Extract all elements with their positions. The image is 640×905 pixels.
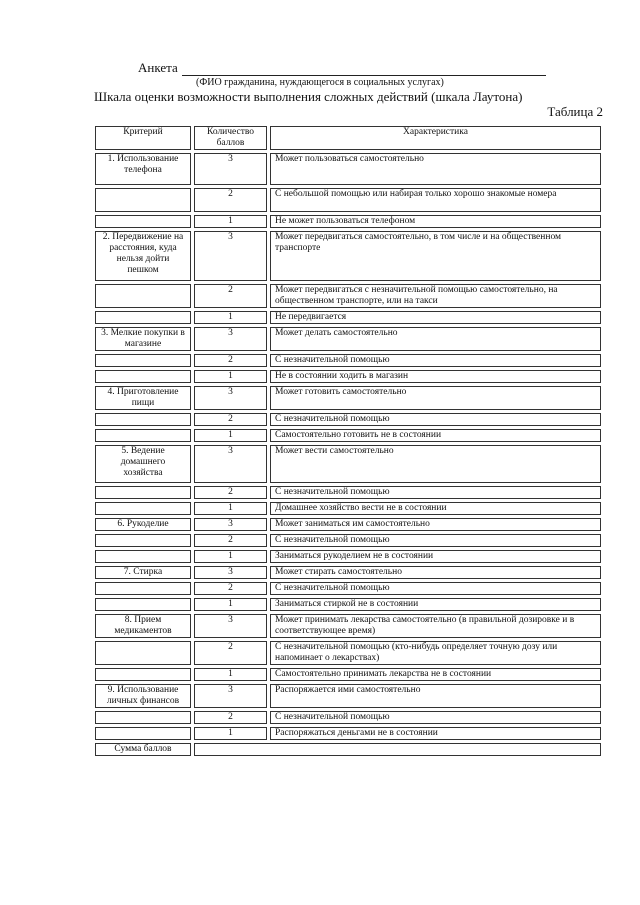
description-cell: Может принимать лекарства самостоятельно (в правильной дозировке и в соответствующее время) (270, 614, 601, 638)
table-row (95, 614, 601, 638)
criterion-empty-cell (95, 641, 191, 665)
table-row (95, 668, 601, 681)
score-cell: 1 (194, 727, 267, 740)
criterion-name: 3. Мелкие покупки в магазине (95, 327, 191, 351)
description-cell: Не может пользоваться телефоном (270, 215, 601, 228)
score-cell: 3 (194, 518, 267, 531)
description-cell: Самостоятельно принимать лекарства не в состоянии (270, 668, 601, 681)
total-value-cell[interactable] (194, 743, 601, 756)
score-cell: 1 (194, 502, 267, 515)
lawton-scale-table (92, 123, 604, 759)
anketa-label: Анкета (138, 60, 178, 75)
score-cell: 1 (194, 370, 267, 383)
table-body (95, 153, 601, 756)
description-cell: Самостоятельно готовить не в состоянии (270, 429, 601, 442)
table-row (95, 429, 601, 442)
table-row (95, 582, 601, 595)
score-cell: 2 (194, 641, 267, 665)
anketa-line (138, 60, 546, 76)
table-row (95, 534, 601, 547)
description-cell: С незначительной помощью (270, 354, 601, 367)
table-row (95, 727, 601, 740)
description-cell: Не в состоянии ходить в магазин (270, 370, 601, 383)
criterion-name: 5. Ведение домашнего хозяйства (95, 445, 191, 483)
criterion-name: 6. Рукоделие (95, 518, 191, 531)
table-row (95, 445, 601, 483)
criterion-empty-cell (95, 711, 191, 724)
description-cell: С незначительной помощью (270, 413, 601, 426)
table-row (95, 641, 601, 665)
header-description: Характеристика (270, 126, 601, 150)
criterion-empty-cell (95, 727, 191, 740)
table-row (95, 327, 601, 351)
description-cell: Может готовить самостоятельно (270, 386, 601, 410)
score-cell: 3 (194, 153, 267, 185)
table-row (95, 386, 601, 410)
criterion-empty-cell (95, 550, 191, 563)
criterion-empty-cell (95, 429, 191, 442)
description-cell: Заниматься рукоделием не в состоянии (270, 550, 601, 563)
criterion-empty-cell (95, 486, 191, 499)
description-cell: Домашнее хозяйство вести не в состоянии (270, 502, 601, 515)
criterion-empty-cell (95, 668, 191, 681)
description-cell: Распоряжаться деньгами не в состоянии (270, 727, 601, 740)
description-cell: С небольшой помощью или набирая только хорошо знакомые номера (270, 188, 601, 212)
score-cell: 2 (194, 413, 267, 426)
score-cell: 3 (194, 445, 267, 483)
scale-title: Шкала оценки возможности выполнения сложных действий (шкала Лаутона) (94, 89, 523, 104)
score-cell: 1 (194, 311, 267, 324)
table-row (95, 215, 601, 228)
criterion-empty-cell (95, 413, 191, 426)
table-row (95, 311, 601, 324)
table-row (95, 502, 601, 515)
criterion-name: 2. Передвижение на расстояния, куда нельзя дойти пешком (95, 231, 191, 281)
description-cell: С незначительной помощью (270, 534, 601, 547)
description-cell: С незначительной помощью (270, 582, 601, 595)
description-cell: Не передвигается (270, 311, 601, 324)
criterion-name: 9. Использование личных финансов (95, 684, 191, 708)
description-cell: Может стирать самостоятельно (270, 566, 601, 579)
table-row (95, 711, 601, 724)
table-row (95, 518, 601, 531)
criterion-empty-cell (95, 284, 191, 308)
score-cell: 3 (194, 614, 267, 638)
table-row (95, 566, 601, 579)
criterion-empty-cell (95, 502, 191, 515)
fio-note: (ФИО гражданина, нуждающегося в социальных услугах) (196, 77, 444, 88)
criterion-empty-cell (95, 598, 191, 611)
score-cell: 2 (194, 582, 267, 595)
description-cell: Заниматься стиркой не в состоянии (270, 598, 601, 611)
score-cell: 1 (194, 215, 267, 228)
description-cell: С незначительной помощью (270, 486, 601, 499)
table-row (95, 486, 601, 499)
score-cell: 3 (194, 231, 267, 281)
description-cell: Может передвигаться самостоятельно, в том числе и на общественном транспорте (270, 231, 601, 281)
table-row (95, 284, 601, 308)
table-row (95, 684, 601, 708)
criterion-name: 1. Использование телефона (95, 153, 191, 185)
table-row (95, 153, 601, 185)
score-cell: 3 (194, 386, 267, 410)
total-row (95, 743, 601, 756)
criterion-empty-cell (95, 354, 191, 367)
table-row (95, 188, 601, 212)
criterion-empty-cell (95, 370, 191, 383)
table-number: Таблица 2 (547, 104, 603, 119)
description-cell: С незначительной помощью (кто-нибудь определяет точную дозу или напоминает о лекарствах) (270, 641, 601, 665)
criterion-empty-cell (95, 582, 191, 595)
criterion-empty-cell (95, 534, 191, 547)
table-row (95, 354, 601, 367)
score-cell: 2 (194, 188, 267, 212)
description-cell: С незначительной помощью (270, 711, 601, 724)
score-cell: 1 (194, 598, 267, 611)
table-row (95, 231, 601, 281)
criterion-name: 4. Приготовление пищи (95, 386, 191, 410)
table-header-row (95, 126, 601, 150)
description-cell: Может заниматься им самостоятельно (270, 518, 601, 531)
score-cell: 1 (194, 429, 267, 442)
fio-blank-line[interactable] (182, 63, 546, 76)
score-cell: 2 (194, 711, 267, 724)
score-cell: 1 (194, 668, 267, 681)
table-row (95, 370, 601, 383)
score-cell: 3 (194, 327, 267, 351)
table-row (95, 550, 601, 563)
description-cell: Распоряжается ими самостоятельно (270, 684, 601, 708)
description-cell: Может делать самостоятельно (270, 327, 601, 351)
score-cell: 2 (194, 354, 267, 367)
criterion-empty-cell (95, 215, 191, 228)
description-cell: Может вести самостоятельно (270, 445, 601, 483)
header-score: Количество баллов (194, 126, 267, 150)
header-criterion: Критерий (95, 126, 191, 150)
score-cell: 2 (194, 284, 267, 308)
total-label: Сумма баллов (95, 743, 191, 756)
table-row (95, 413, 601, 426)
criterion-name: 8. Прием медикаментов (95, 614, 191, 638)
score-cell: 1 (194, 550, 267, 563)
score-cell: 3 (194, 684, 267, 708)
criterion-name: 7. Стирка (95, 566, 191, 579)
score-cell: 3 (194, 566, 267, 579)
table-row (95, 598, 601, 611)
score-cell: 2 (194, 486, 267, 499)
criterion-empty-cell (95, 188, 191, 212)
description-cell: Может передвигаться с незначительной помощью самостоятельно, на общественном транспорте, или на такси (270, 284, 601, 308)
score-cell: 2 (194, 534, 267, 547)
description-cell: Может пользоваться самостоятельно (270, 153, 601, 185)
criterion-empty-cell (95, 311, 191, 324)
